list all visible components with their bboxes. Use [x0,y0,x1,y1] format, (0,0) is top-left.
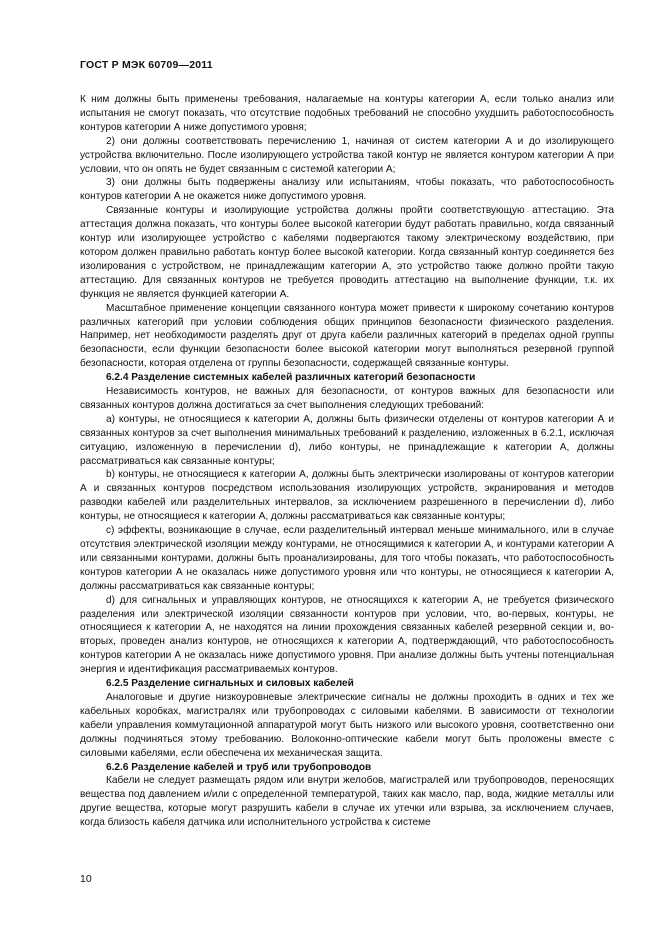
list-item-d: d) для сигнальных и управляющих контуров, не относящихся к категории А, не требуется физического разделения или электрической изоляции связанности контуров при условии, что, во-первых, контуры, не относящиеся к категории А, не находятся на линии прохождения связанных кабелей резервной секции и, во-вторых, проведен анализ контуров, не относящихся к категории А, подтверждающий, что работоспособность контуров категории А не оказалась ниже допустимого уровня. При анализе должны быть учтены потенциальная энергия и идентификация рассматриваемых контуров. [80,594,614,676]
list-item-2: 2) они должны соответствовать перечислению 1, начиная от систем категории А и до изолирующего устройства включительно. После изолирующего устройства такой контур не является контуром категории А при условии, что он опять не будет связанным с системой категории А; [80,135,614,175]
list-item-c: c) эффекты, возникающие в случае, если разделительный интервал меньше минимального, или в случае отсутствия электрической изоляции между контурами, не относящимися к категории А, и контурами категории А или связанными контурами, должны быть проанализированы, для того чтобы показать, что работоспособность контуров категории А не оказалась ниже допустимого уровня или что контуры, не относящиеся к категории А, должны рассматриваться как связанные контуры; [80,525,614,592]
list-item-b: b) контуры, не относящиеся к категории А, должны быть электрически изолированы от контуров категории А и связанных контуров посредством использования изолирующих устройств, экранирования и методов разводки кабелей или разделительных интервалов, за исключением разрешенного в перечислении d), либо контуры, не относящиеся к категории А, должны рассматриваться как связанные контуры; [80,469,614,523]
section-heading-6-2-4: 6.2.4 Разделение системных кабелей различных категорий безопасности [106,372,476,384]
paragraph: Масштабное применение концепции связанного контура может привести к широкому сочетанию контуров различных категорий при условии соблюдения общих принципов безопасности физического разделения. Например, нет необходимости разделять друг от друга кабели различных категорий в пределах одной группы безопасности, если функции безопасности более высокой категории могут выполняться резервной группой безопасности, которая отделена от группы безопасности, содержащей связанные контуры. [80,302,614,370]
section-heading-6-2-6: 6.2.6 Разделение кабелей и труб или трубопроводов [106,761,372,773]
page-number: 10 [80,873,92,885]
paragraph: Аналоговые и другие низкоуровневые электрические сигналы не должны проходить в одних и тех же кабельных коробках, магистралях или трубопроводах с силовыми кабелями. В зависимости от технологии кабели управления коммутационной аппаратурой могут быть низкого или высокого уровня, соответственно они должны подчиняться этому требованию. Волоконно-оптические кабели могут быть проложены вместе с силовыми кабелями, если обеспечена их механическая защита. [80,691,614,759]
paragraph: Независимость контуров, не важных для безопасности, от контуров важных для безопасности или связанных контуров должна достигаться за счет выполнения следующих требований: [80,386,614,411]
section-heading-6-2-5: 6.2.5 Разделение сигнальных и силовых кабелей [106,678,354,690]
list-item-a: a) контуры, не относящиеся к категории А, должны быть физически отделены от контуров категории А и связанных контуров за счет выполнения минимальных требований к разделению, изложенных в 6.2.1, исключая ситуацию, изложенную в перечислении d), либо контуры, не принадлежащие к категории А, должны рассматриваться как связанные контуры; [80,413,614,467]
list-item-3: 3) они должны быть подвержены анализу или испытаниям, чтобы показать, что работоспособность контуров категории А не окажется ниже допустимого уровня. [80,177,614,203]
paragraph: Кабели не следует размещать рядом или внутри желобов, магистралей или трубопроводов, переносящих вещества под давлением и/или с определенной температурой, таких как масло, пар, вода, жидкие металлы или другие вещества, которые могут разрушить кабели в случае их утечки или взрыва, за исключением случаев, когда близость кабеля датчика или исполнительного устройства к системе [80,775,614,829]
paragraph: Связанные контуры и изолирующие устройства должны пройти соответствующую аттестацию. Эта аттестация должна показать, что контуры более высокой категории будут работать правильно, когда связанный контур или изолирующее устройство с кабелями подвергаются такому электрическому воздействию, при котором должен правильно работать контур более высокой категории. Когда связанный контур соединяется без изолирования с устройством, не принадлежащим категории А, это устройство также должно пройти такую аттестацию. Для связанных контуров не требуется проводить аттестацию на выполнение функции, т.к. их функция не является функцией категории А. [80,205,614,300]
document-body [80,93,614,830]
paragraph: К ним должны быть применены требования, налагаемые на контуры категории А, если только анализ или испытания не смогут показать, что отсутствие подобных требований не способно ухудшить работоспособность контуров категории А ниже допустимого уровня; [80,94,614,133]
document-header: ГОСТ Р МЭК 60709—2011 [80,59,213,71]
